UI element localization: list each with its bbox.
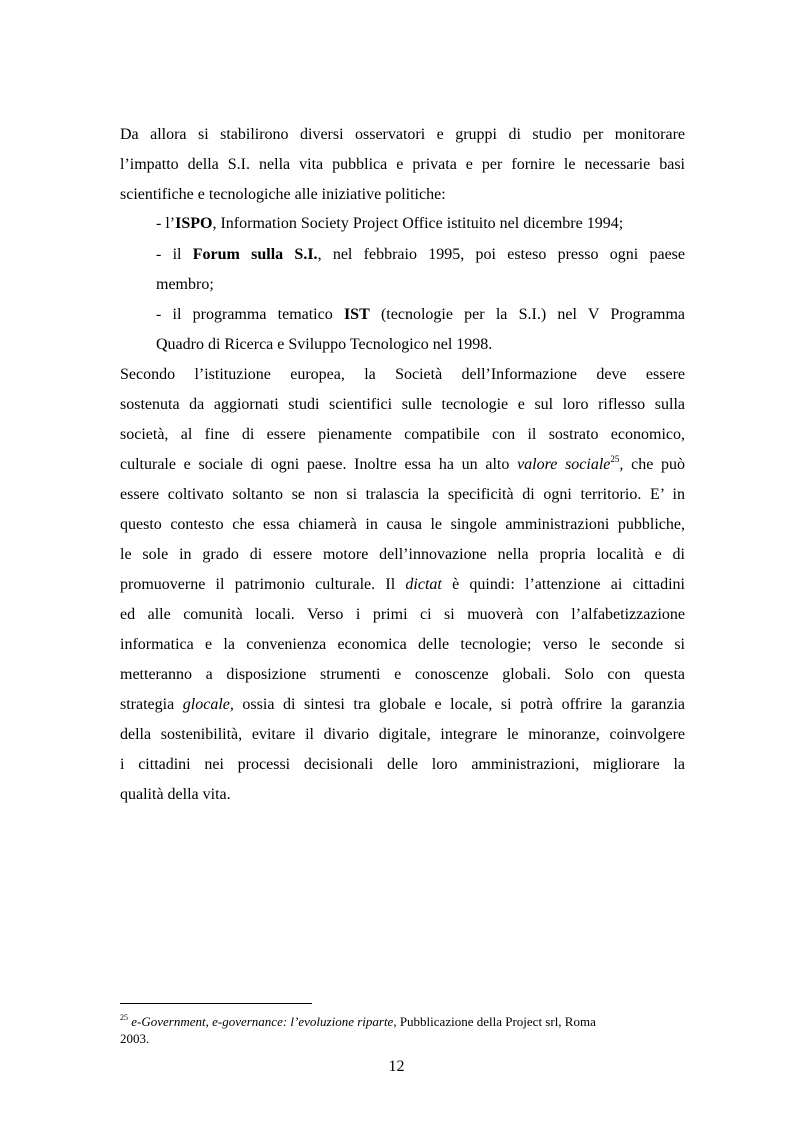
paragraph-2-line-10: informatica e la convenienza economica delle tecnologie; verso le seconde si (120, 636, 685, 653)
italic-term: valore sociale (517, 456, 611, 473)
footnote-line-2: 2003. (120, 1031, 150, 1046)
paragraph-1-line-1: Da allora si stabilirono diversi osservatori e gruppi di studio per monitorare (120, 126, 685, 143)
paragraph-2-line-1: Secondo l’istituzione europea, la Società dell’Informazione deve essere (120, 366, 685, 383)
paragraph-2-line-14: i cittadini nei processi decisionali delle loro amministrazioni, migliorare la (120, 756, 685, 773)
text-run: promuoverne il patrimonio culturale. Il (120, 576, 406, 593)
list-item-ist (156, 305, 685, 325)
list-item-forum-continuation: membro; (156, 276, 214, 293)
text-run: strategia (120, 696, 183, 713)
paragraph-2-line-3: società, al fine di essere pienamente compatibile con il sostrato economico, (120, 426, 685, 443)
paragraph-2-line-9: ed alle comunità locali. Verso i primi ci si muoverà con l’alfabetizzazione (120, 606, 685, 623)
italic-term: glocale, (182, 696, 234, 713)
list-item-bold: IST (343, 306, 370, 323)
paragraph-2-line-15: qualità della vita. (120, 786, 231, 803)
paragraph-2-line-8 (120, 575, 685, 595)
list-item-prefix: - l’ (156, 215, 176, 232)
footnote-text: , Pubblicazione della Project srl, Roma (393, 1014, 596, 1029)
paragraph-2-line-12 (120, 695, 685, 715)
paragraph-2-line-13: della sostenibilità, evitare il divario digitale, integrare le minoranze, coinvolgere (120, 726, 685, 743)
text-run: è quindi: l’attenzione ai cittadini (441, 576, 685, 593)
paragraph-2-line-5: essere coltivato soltanto se non si tralascia la specificità di ogni territorio. E’ in (120, 486, 685, 503)
italic-term: dictat (405, 576, 442, 593)
list-item-forum (156, 245, 685, 265)
list-item-bold: Forum sulla S.I. (192, 246, 318, 263)
paragraph-2-line-4 (120, 455, 685, 475)
footnote-line-1 (120, 1014, 596, 1030)
footnote-reference: 25 (610, 454, 620, 464)
list-item-ist-continuation: Quadro di Ricerca e Sviluppo Tecnologico nel 1998. (156, 336, 493, 353)
paragraph-2-line-7: le sole in grado di essere motore dell’innovazione nella propria località e di (120, 546, 685, 563)
footnote-title: e-Government, e-governance: l’evoluzione riparte (128, 1014, 394, 1029)
paragraph-1-line-3: scientifiche e tecnologiche alle iniziative politiche: (120, 186, 446, 203)
list-item-prefix: - il (156, 246, 193, 263)
paragraph-1-line-2: l’impatto della S.I. nella vita pubblica e privata e per fornire le necessarie basi (120, 156, 685, 173)
text-run: culturale e sociale di ogni paese. Inoltre essa ha un alto (120, 456, 518, 473)
list-item-bold: ISPO (175, 215, 213, 232)
footnote-number: 25 (120, 1013, 128, 1022)
list-item-rest: , nel febbraio 1995, poi esteso presso ogni paese (317, 246, 685, 263)
text-run: che può (623, 456, 686, 473)
paragraph-2-line-11: metteranno a disposizione strumenti e conoscenze globali. Solo con questa (120, 666, 685, 683)
list-item-rest: , Information Society Project Office istituito nel dicembre 1994; (212, 215, 624, 232)
italic-comma: , (619, 456, 624, 473)
paragraph-2-line-6: questo contesto che essa chiamerà in causa le singole amministrazioni pubbliche, (120, 516, 685, 533)
list-item-ispo (156, 214, 685, 234)
list-item-prefix: - il programma tematico (156, 306, 344, 323)
page-number: 12 (388, 1058, 405, 1075)
paragraph-2-line-2: sostenuta da aggiornati studi scientifici sulle tecnologie e sul loro riflesso sulla (120, 396, 685, 413)
footnote-separator (120, 1003, 312, 1004)
list-item-rest: (tecnologie per la S.I.) nel V Programma (369, 306, 685, 323)
text-run: ossia di sintesi tra globale e locale, si potrà offrire la garanzia (233, 696, 685, 713)
